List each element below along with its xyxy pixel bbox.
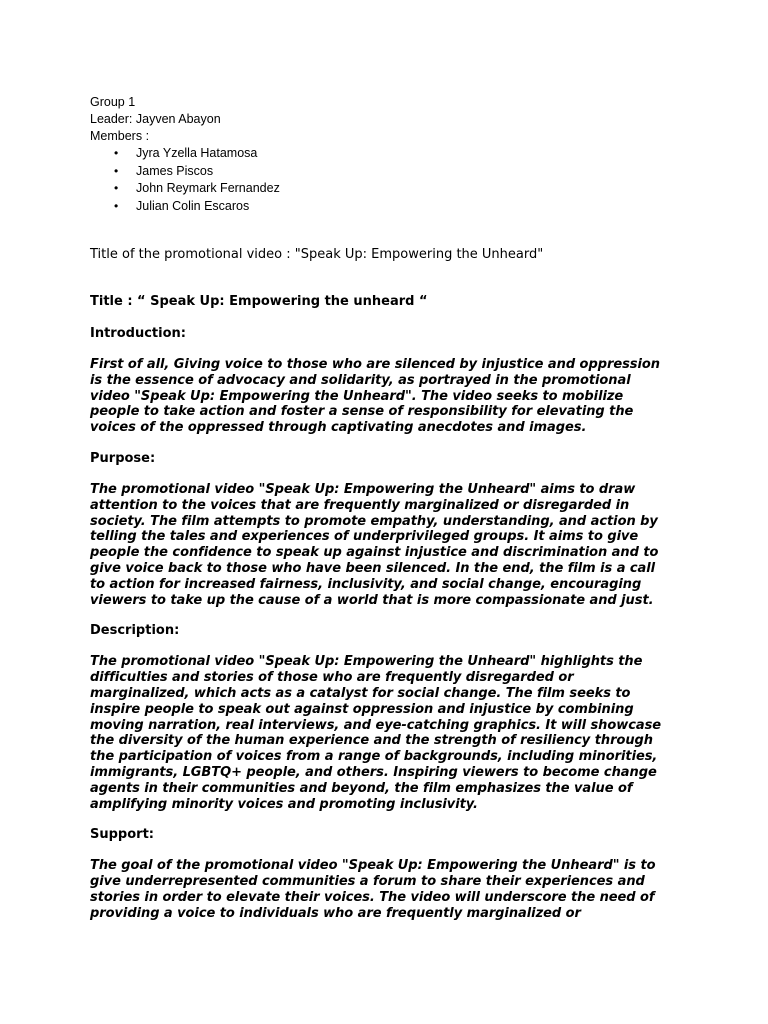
paragraph-line: marginalized, which acts as a catalyst for social change. The film seeks to xyxy=(90,685,631,701)
document-title: Title : “ Speak Up: Empowering the unheard “ xyxy=(90,294,428,309)
paragraph-line: to action for increased fairness, inclusivity, and social change, encouraging xyxy=(90,576,642,592)
paragraph-line: inspire people to speak out against oppression and injustice by combining xyxy=(90,701,634,717)
member-name: John Reymark Fernandez xyxy=(136,181,280,195)
paragraph-line: difficulties and stories of those who are frequently disregarded or xyxy=(90,670,574,686)
paragraph-line: give voice back to those who have been silenced. In the end, the film is a call xyxy=(90,560,656,576)
members-label: Members : xyxy=(90,129,150,143)
paragraph-line: the diversity of the human experience and the strength of resiliency through xyxy=(90,733,653,749)
paragraph-line: video "Speak Up: Empowering the Unheard". The video seeks to mobilize xyxy=(90,388,624,404)
paragraph-line: society. The film attempts to promote empathy, understanding, and action by xyxy=(90,513,658,529)
purpose-paragraph xyxy=(90,482,680,608)
member-name: James Piscos xyxy=(136,163,214,178)
paragraph-line: is the essence of advocacy and solidarity, as portrayed in the promotional xyxy=(90,372,631,388)
paragraph-line: amplifying minority voices and promoting inclusivity. xyxy=(90,796,478,812)
leader-label: Leader: Jayven Abayon xyxy=(90,112,221,126)
list-item xyxy=(114,180,680,198)
paragraph-line: stories in order to elevate their voices. The video will underscore the need of xyxy=(90,889,655,905)
description-paragraph xyxy=(90,654,680,812)
introduction-heading: Introduction: xyxy=(90,326,186,341)
member-name: Julian Colin Escaros xyxy=(136,198,250,213)
paragraph-line: people to take action and foster a sense of responsibility for elevating the xyxy=(90,404,634,420)
member-name: Jyra Yzella Hatamosa xyxy=(136,146,258,160)
bullet-icon: • xyxy=(114,163,119,178)
paragraph-line: The promotional video "Speak Up: Empowering the Unheard" highlights the xyxy=(90,654,643,670)
support-paragraph xyxy=(90,858,680,921)
bullet-icon: • xyxy=(114,181,119,195)
paragraph-line: The promotional video "Speak Up: Empowering the Unheard" aims to draw xyxy=(90,481,636,497)
bullet-icon: • xyxy=(114,146,119,160)
paragraph-line: attention to the voices that are frequently marginalized or disregarded in xyxy=(90,497,630,513)
paragraph-line: voices of the oppressed through captivating anecdotes and images. xyxy=(90,420,587,436)
list-item xyxy=(114,163,680,181)
paragraph-line: people the confidence to speak up against injustice and discrimination and to xyxy=(90,545,659,561)
paragraph-line: telling the tales and experiences of underprivileged groups. It aims to give xyxy=(90,529,639,545)
list-item xyxy=(114,198,680,216)
paragraph-line: give underrepresented communities a forum to share their experiences and xyxy=(90,874,645,890)
support-heading: Support: xyxy=(90,827,154,843)
paragraph-line: immigrants, LGBTQ+ people, and others. Inspiring viewers to become change xyxy=(90,764,657,780)
purpose-heading: Purpose: xyxy=(90,450,156,466)
group-label: Group 1 xyxy=(90,95,136,109)
paragraph-line: agents in their communities and beyond, the film emphasizes the value of xyxy=(90,780,633,796)
paragraph-line: The goal of the promotional video "Speak Up: Empowering the Unheard" is to xyxy=(90,858,656,874)
document-page xyxy=(90,94,680,922)
introduction-paragraph xyxy=(90,357,680,436)
paragraph-line: the participation of voices from a range of backgrounds, including minorities, xyxy=(90,749,658,765)
paragraph-line: viewers to take up the cause of a world that is more compassionate and just. xyxy=(90,592,654,608)
members-list xyxy=(90,145,680,215)
list-item xyxy=(114,145,680,163)
description-heading: Description: xyxy=(90,623,180,639)
paragraph-line: moving narration, real interviews, and eye-catching graphics. It will showcase xyxy=(90,717,662,733)
promotional-video-title: Title of the promotional video : "Speak Up: Empowering the Unheard" xyxy=(90,247,544,262)
paragraph-line: First of all, Giving voice to those who are silenced by injustice and oppression xyxy=(90,357,660,372)
bullet-icon: • xyxy=(114,198,119,213)
paragraph-line: providing a voice to individuals who are frequently marginalized or xyxy=(90,905,581,921)
